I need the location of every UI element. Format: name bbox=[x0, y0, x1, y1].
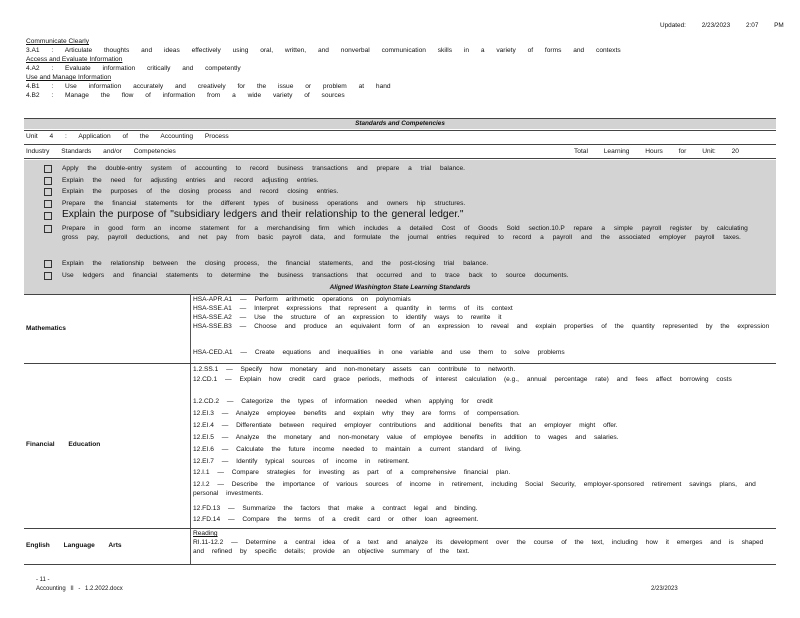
page-number: - 11 - bbox=[36, 577, 50, 583]
skill-heading: Communicate Clearly bbox=[26, 38, 90, 45]
standards-heading: Standards and Competencies bbox=[24, 119, 776, 129]
fin-standard: 12.CD.1 — Explain how credit card grace periods, methods of interest calculation (e.g., annual percentage rate) and fees affect borrowing costs bbox=[193, 376, 732, 383]
fin-standard: 12.I.2 — Describe the importance of various sources of income in retirement, including Social Security, employer-sponsored retirement savings plans, and personal investments. bbox=[193, 481, 756, 497]
updated-time: 2:07 bbox=[745, 22, 759, 29]
skill-heading: Use and Manage Information bbox=[26, 74, 112, 81]
ela-standard: RI.11-12.2 — Determine a central idea of a text and analyze its development over the course of the text, including how it emerges and is shaped and refined by specific details; provide an objective summary of the text. bbox=[193, 539, 764, 555]
divider bbox=[24, 144, 776, 145]
leadership-skills bbox=[26, 37, 766, 100]
fin-standard: 1.2.SS.1 — Specify how monetary and non-monetary assets can contribute to networth. bbox=[193, 366, 516, 373]
divider bbox=[24, 294, 776, 295]
subject-financial-education: Financial Education bbox=[26, 441, 101, 448]
checkbox-icon bbox=[44, 272, 52, 280]
checkbox-icon bbox=[44, 188, 52, 196]
checkbox-icon bbox=[44, 200, 52, 208]
ela-heading: Reading bbox=[193, 530, 218, 537]
subject-mathematics: Mathematics bbox=[26, 325, 66, 332]
checkbox-icon bbox=[44, 260, 52, 268]
unit-title: Unit 4 : Application of the Accounting Process bbox=[26, 133, 229, 140]
divider bbox=[24, 528, 776, 529]
total-hours: Total Learning Hours for Unit: 20 bbox=[574, 148, 739, 155]
fin-standard: 12.FD.14 — Compare the terms of a credit card or other loan agreement. bbox=[193, 516, 479, 523]
footer-date: 2/23/2023 bbox=[651, 586, 678, 592]
divider bbox=[24, 363, 776, 364]
checkbox-icon bbox=[44, 225, 52, 233]
fin-standard: 12.EI.5 — Analyze the monetary and non-monetary value of employee benefits in addition to wages and salaries. bbox=[193, 434, 619, 441]
fin-standard: 12.I.1 — Compare strategies for investing as part of a comprehensive financial plan. bbox=[193, 469, 511, 476]
divider bbox=[24, 130, 776, 131]
fin-standard: 12.EI.7 — Identify typical sources of income in retirement. bbox=[193, 458, 410, 465]
updated-date: 2/23/2023 bbox=[701, 22, 731, 29]
skill-line: 4.B1 : Use information accurately and creatively for the issue or problem at hand bbox=[26, 83, 391, 90]
checkbox-icon bbox=[44, 177, 52, 185]
math-standard: HSA-SSE.A1 — Interpret expressions that represent a quantity in terms of its context bbox=[193, 305, 513, 312]
updated-stamp bbox=[660, 22, 798, 29]
skill-line: 3.A1 : Articulate thoughts and ideas effectively using oral, written, and nonverbal communication skills in a variety of forms and contexts bbox=[26, 47, 621, 54]
industry-row bbox=[26, 148, 766, 155]
checkbox-icon bbox=[44, 165, 52, 173]
math-standard: HSA-SSE.A2 — Use the structure of an expression to identify ways to rewrite it bbox=[193, 314, 502, 321]
updated-ampm: PM bbox=[774, 22, 784, 29]
skill-line: 4.B2 : Manage the flow of information from a wide variety of sources bbox=[26, 92, 345, 99]
math-standard: HSA-CED.A1 — Create equations and inequalities in one variable and use them to solve problems bbox=[193, 349, 565, 356]
math-standard: HSA-SSE.B3 — Choose and produce an equivalent form of an expression to reveal and explain properties of the quantity represented by the expression bbox=[193, 323, 770, 330]
divider bbox=[24, 158, 776, 159]
subject-english-language-arts: English Language Arts bbox=[26, 542, 122, 549]
fin-standard: 12.EI.3 — Analyze employee benefits and explain why they are forms of compensation. bbox=[193, 410, 520, 417]
fin-standard: 12.EI.6 — Calculate the future income needed to maintain a current standard of living. bbox=[193, 446, 522, 453]
fin-standard: 12.EI.4 — Differentiate between required employer contributions and additional benefits that an employer might offer. bbox=[193, 422, 618, 429]
skill-line: 4.A2 : Evaluate information critically and competently bbox=[26, 65, 241, 72]
checkbox-icon bbox=[44, 212, 52, 220]
skill-heading: Access and Evaluate Information bbox=[26, 56, 123, 63]
document-name: Accounting II - 1.2.2022.docx bbox=[36, 586, 123, 592]
fin-standard: 12.FD.13 — Summarize the factors that make a contract legal and binding. bbox=[193, 505, 478, 512]
aligned-standards-heading: Aligned Washington State Learning Standards bbox=[24, 283, 776, 294]
column-divider bbox=[190, 294, 191, 564]
divider bbox=[24, 564, 776, 565]
industry-label: Industry Standards and/or Competencies bbox=[26, 148, 176, 155]
updated-label: Updated: bbox=[660, 22, 686, 29]
math-standard: HSA-APR.A1 — Perform arithmetic operations on polynomials bbox=[193, 296, 411, 303]
fin-standard: 1.2.CD.2 — Categorize the types of information needed when applying for credit bbox=[193, 398, 493, 405]
